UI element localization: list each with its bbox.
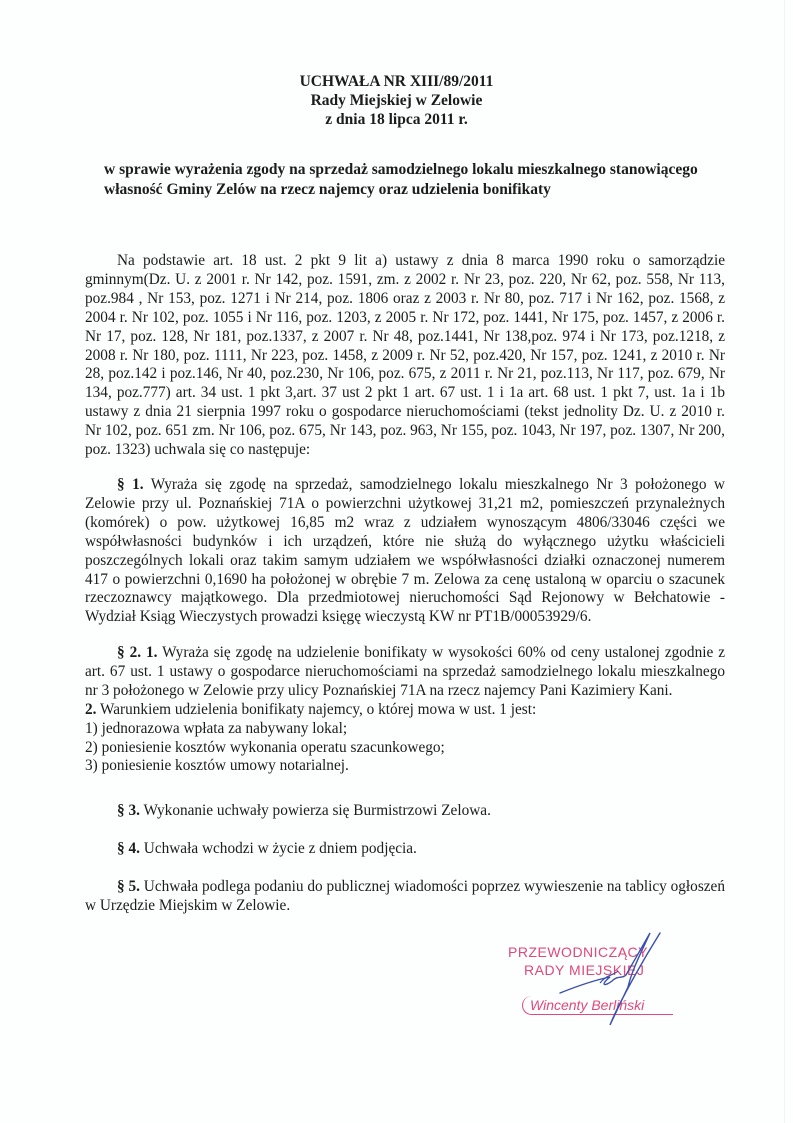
section-text: Wykonanie uchwały powierza się Burmistrzowi Zelowa. [139, 802, 491, 819]
list-item: 2) poniesienie kosztów wykonania operatu szacunkowego; [85, 738, 445, 756]
section-5 [85, 878, 725, 916]
signatory-name: Wincenty Berliński [530, 997, 645, 1013]
section-label: § 1. [117, 476, 144, 493]
section-4 [85, 840, 725, 859]
resolution-date: z dnia 18 lipca 2011 r. [325, 111, 468, 128]
subsection-label: 2. [85, 700, 97, 718]
subsection-text: Warunkiem udzielenia bonifikaty najemcy, o której mowa w ust. 1 jest: [96, 700, 537, 718]
section-text: Uchwała podlega podaniu do publicznej wiadomości poprzez wywieszenie na tablicy ogłoszeń w Urzędzie Miejskim w Zelowie. [85, 878, 725, 914]
section-text: Wyraża się zgodę na udzielenie bonifikaty w wysokości 60% od ceny ustalonej zgodnie z art. 67 ust. 1 ustawy o gospodarce nieruchomościami na sprzedaż samodzielnego lokalu mieszkalnego nr 3 położonego w Zelowie przy ulicy Poznańskiej 71A na rzecz najemcy Pani Kazimiery Kani. [85, 644, 725, 699]
section-2 [85, 644, 725, 776]
resolution-number: UCHWAŁA NR XIII/89/2011 [299, 73, 494, 90]
section-label: § 2. 1. [117, 644, 158, 661]
section-label: § 4. [117, 840, 140, 857]
section-text: Uchwała wchodzi w życie z dniem podjęcia. [139, 840, 417, 857]
signature-stamp [500, 940, 680, 1030]
section-3 [85, 802, 725, 821]
handwritten-signature-icon [500, 925, 680, 1040]
resolution-subject: w sprawie wyrażenia zgody na sprzedaż samodzielnego lokalu mieszkalnego stanowiącego własność Gminy Zelów na rzecz najemcy oraz udzielenia bonifikaty [104, 161, 698, 198]
stamp-title: PRZEWODNICZĄCY [508, 944, 648, 960]
section-label: § 3. [117, 802, 140, 819]
list-item: 3) poniesienie kosztów umowy notarialnej. [85, 757, 349, 775]
scan-edge [784, 0, 785, 1123]
preamble [85, 252, 725, 460]
section-label: § 5. [117, 878, 140, 895]
stamp-council: RADY MIEJSKIEJ [524, 962, 645, 978]
resolution-header [0, 72, 793, 129]
section-text: Wyraża się zgodę na sprzedaż, samodzielnego lokalu mieszkalnego Nr 3 położonego w Zelowie przy ul. Poznańskiej 71A o powierzchni użytkowej 31,21 m2, pomieszczeń przynależnych (komórek) o pow. użytkowej 16,85 m2 wraz z udziałem wynoszącym 4806/33046 części we współwłasności budynków i ich urządzeń, które nie służą do wyłącznego użytku właścicieli poszczególnych lokali oraz takim samym udziałem we współwłasności działki oznaczonej numerem 417 o powierzchni 0,1690 ha położonej w obrębie 7 m. Zelowa za cenę ustaloną w oparciu o szacunek rzeczoznawcy majątkowego. Dla przedmiotowej nieruchomości Sąd Rejonowy w Bełchatowie - Wydział Ksiąg Wieczystych prowadzi księgę wieczystą KW nr PT1B/00053929/6. [85, 476, 725, 626]
preamble-text: Na podstawie art. 18 ust. 2 pkt 9 lit a) ustawy z dnia 8 marca 1990 roku o samorządzie gminnym(Dz. U. z 2001 r. Nr 142, poz. 1591, zm. z 2002 r. Nr 23, poz. 220, Nr 62, poz. 558, Nr 113, poz.984 , Nr 153, poz. 1271 i Nr 214, poz. 1806 oraz z 2003 r. Nr 80, poz. 717 i Nr 162, poz. 1568, z 2004 r. Nr 102, poz. 1055 i Nr 116, poz. 1203, z 2005 r. Nr 172, poz. 1441, Nr 175, poz. 1457, z 2006 r. Nr 17, poz. 128, Nr 181, poz.1337, z 2007 r. Nr 48, poz.1441, Nr 138,poz. 974 i Nr 173, poz.1218, z 2008 r. Nr 180, poz. 1111, Nr 223, poz. 1458, z 2009 r. Nr 52, poz.420, Nr 157, poz. 1241, z 2010 r. Nr 28, poz.142 i poz.146, Nr 40, poz.230, Nr 106, poz. 675, z 2011 r. Nr 21, poz.113, Nr 117, poz. 679, Nr 134, poz.777) art. 34 ust. 1 pkt 3,art. 37 ust 2 pkt 1 art. 67 ust. 1 i 1a art. 68 ust. 1 pkt 7, ust. 1a i 1b ustawy z dnia 21 sierpnia 1997 roku o gospodarce nieruchomościami (tekst jednolity Dz. U. z 2010 r. Nr 102, poz. 651 zm. Nr 106, poz. 675, Nr 143, poz. 963, Nr 155, poz. 1043, Nr 197, poz. 1307, Nr 200, poz. 1323) uchwala się co następuje: [85, 252, 725, 459]
issuing-body: Rady Miejskiej w Zelowie [310, 92, 483, 109]
section-1 [85, 476, 725, 627]
list-item: 1) jednorazowa wpłata za nabywany lokal; [85, 719, 348, 737]
